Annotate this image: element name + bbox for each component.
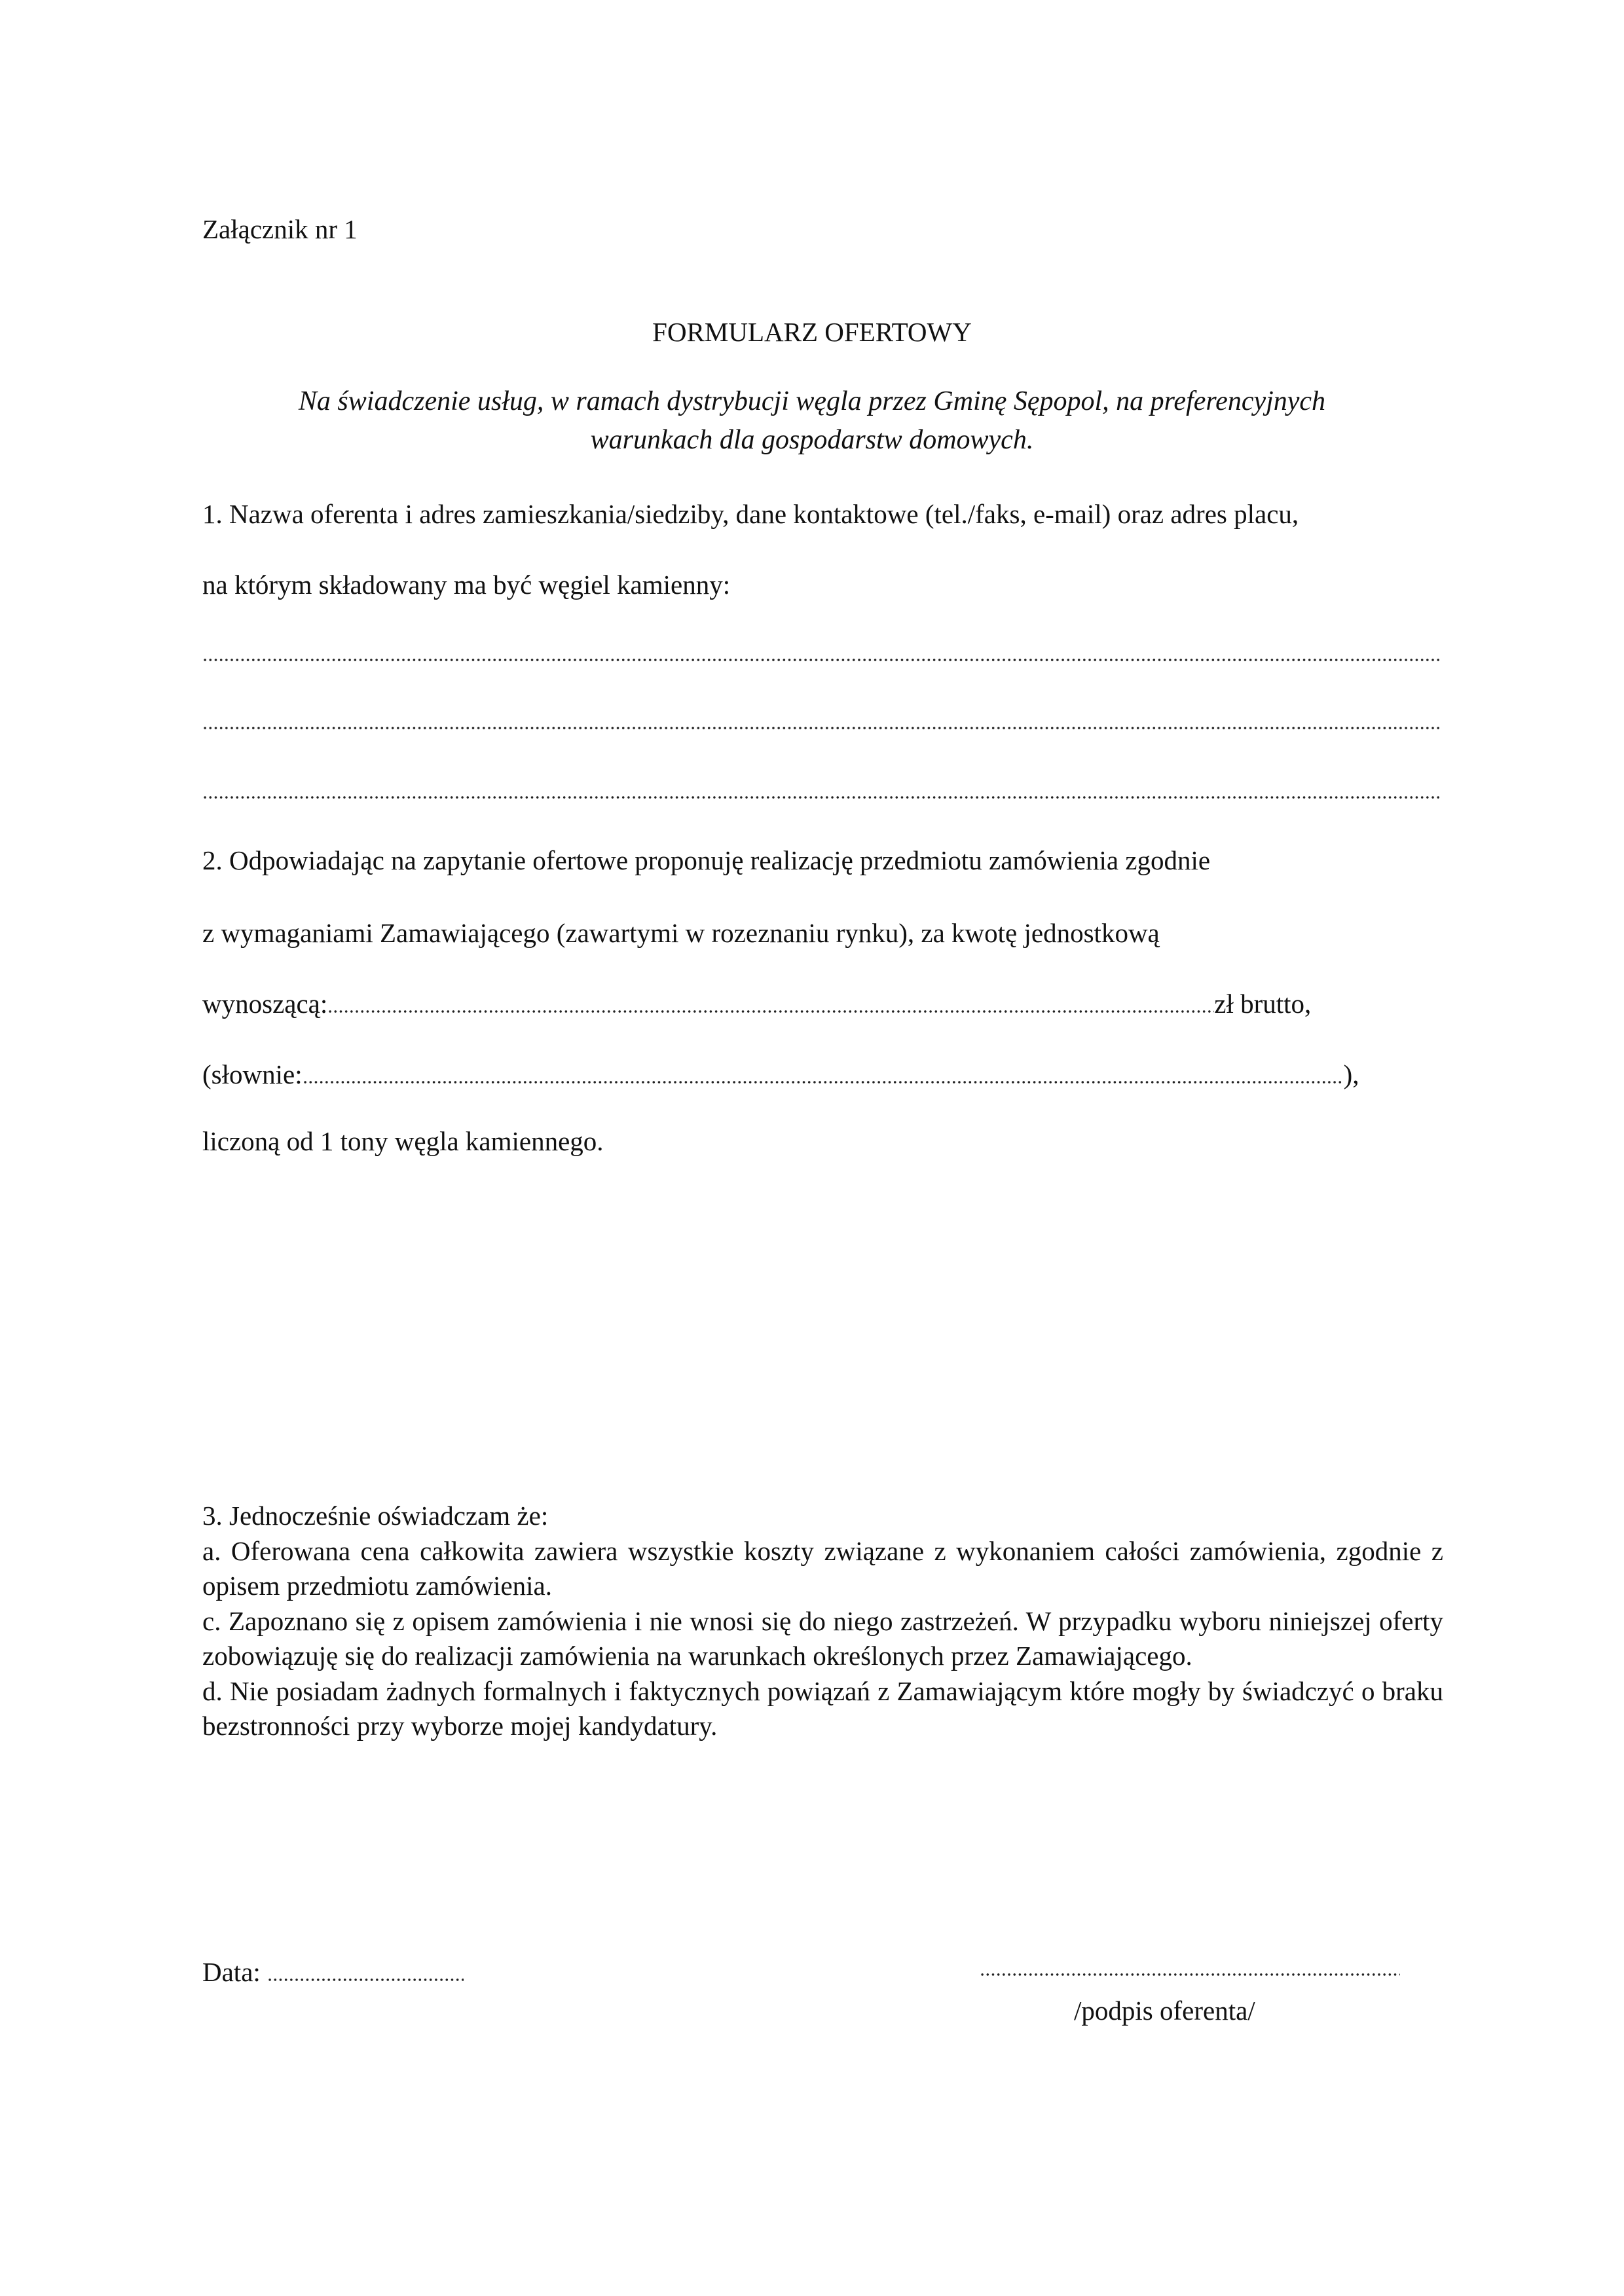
date-field[interactable]: [267, 1978, 464, 1981]
section3-declarations: [202, 1499, 1443, 1744]
section1-line2: na którym składowany ma być węgiel kamienny:: [202, 570, 731, 600]
section1-line1: 1. Nazwa oferenta i adres zamieszkania/siedziby, dane kontaktowe (tel./faks, e-mail) oraz adres placu,: [202, 499, 1299, 529]
form-subtitle-line2: warunkach dla gospodarstw domowych.: [590, 425, 1034, 455]
declaration-item-a: a. Oferowana cena całkowita zawiera wszystkie koszty związane z wykonaniem całości zamówienia, zgodnie z opisem przedmiotu zamówienia.: [202, 1535, 1443, 1601]
date-label: Data:: [202, 1957, 261, 1987]
date-row: [202, 1956, 464, 1988]
amount-words-row: [202, 1059, 1359, 1090]
section2-line-last: liczoną od 1 tony węgla kamiennego.: [202, 1126, 604, 1156]
attachment-label: Załącznik nr 1: [202, 214, 358, 244]
section2-line1: 2. Odpowiadając na zapytanie ofertowe proponuję realizację przedmiotu zamówienia zgodnie: [202, 845, 1211, 875]
amount-suffix: zł brutto,: [1214, 989, 1312, 1019]
amount-words-field[interactable]: [303, 1081, 1344, 1084]
amount-label: wynoszącą:: [202, 989, 328, 1019]
section2-line2: z wymaganiami Zamawiającego (zawartymi w rozeznaniu rynku), za kwotę jednostkową: [202, 918, 1160, 948]
signature-caption: /podpis oferenta/: [1074, 1995, 1255, 2026]
offeror-details-field-2[interactable]: [202, 727, 1439, 729]
amount-field[interactable]: [327, 1010, 1214, 1013]
signature-field[interactable]: [980, 1973, 1400, 1976]
amount-words-label: (słownie:: [202, 1059, 303, 1089]
form-subtitle-line1: Na świadczenie usług, w ramach dystrybucji węgla przez Gminę Sępopol, na preferencyjnych: [298, 386, 1326, 416]
amount-words-suffix: ),: [1343, 1059, 1359, 1089]
amount-row: [202, 988, 1311, 1019]
form-title: FORMULARZ OFERTOWY: [652, 317, 972, 347]
offeror-details-field-1[interactable]: [202, 659, 1439, 661]
offeror-details-field-3[interactable]: [202, 796, 1439, 799]
declaration-item-c: c. Zapoznano się z opisem zamówienia i nie wnosi się do niego zastrzeżeń. W przypadku wyboru niniejszej oferty zobowiązuję się do realizacji zamówienia na warunkach określonych przez Zamawiającego.: [202, 1605, 1443, 1671]
section3-heading: 3. Jednocześnie oświadczam że:: [202, 1501, 549, 1531]
declaration-item-d: d. Nie posiadam żadnych formalnych i faktycznych powiązań z Zamawiającym które mogły by świadczyć o braku bezstronności przy wyborze mojej kandydatury.: [202, 1675, 1443, 1741]
